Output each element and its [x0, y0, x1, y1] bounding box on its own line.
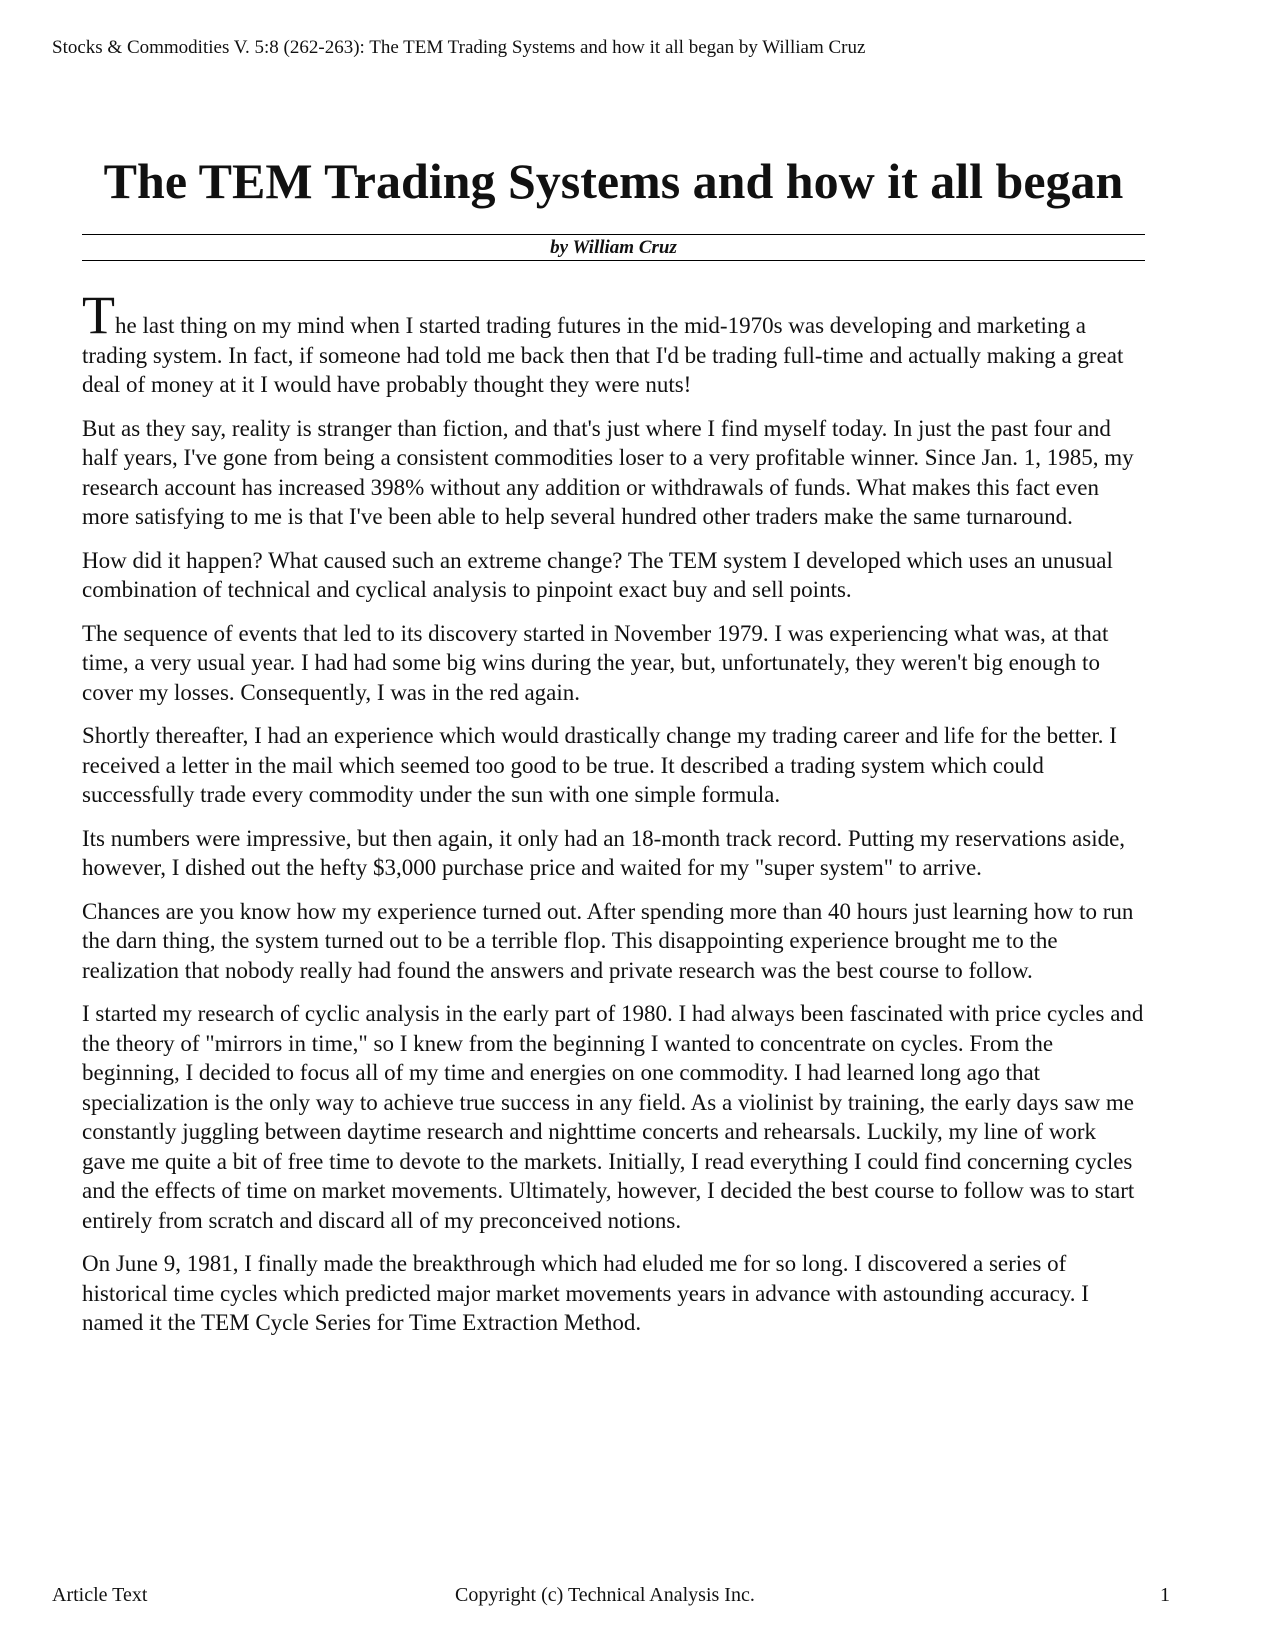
paragraph: Chances are you know how my experience turned out. After spending more than 40 hours just learning how to run the darn thing, the system turned out to be a terrible flop. This disappointing experience brought me to the realization that nobody really had found the answers and private research was the best course to follow.	[82, 898, 1134, 983]
article-title: The TEM Trading Systems and how it all began	[103, 153, 1124, 209]
paragraph: But as they say, reality is stranger than fiction, and that's just where I find myself today. In just the past four and half years, I've gone from being a consistent commodities loser to a very profitable winner. Since Jan. 1, 1985, my research account has increased 398% without any addition or withdrawals of funds. What makes this fact even more satisfying to me is that I've been able to help several hundred other traders make the same turnaround.	[82, 415, 1134, 529]
running-header: Stocks & Commodities V. 5:8 (262-263): The TEM Trading Systems and how it all began by William Cruz	[52, 37, 866, 58]
paragraph: Shortly thereafter, I had an experience which would drastically change my trading career and life for the better. I received a letter in the mail which seemed too good to be true. It described a trading system which could successfully trade every commodity under the sun with one simple formula.	[82, 723, 1117, 807]
footer-label: Article Text	[52, 1584, 148, 1606]
byline	[82, 234, 1145, 261]
footer-copyright: Copyright (c) Technical Analysis Inc.	[455, 1584, 755, 1606]
drop-cap: T	[82, 285, 115, 345]
paragraph: On June 9, 1981, I finally made the breakthrough which had eluded me for so long. I discovered a series of historical time cycles which predicted major market movements years in advance with astounding accuracy. I named it the TEM Cycle Series for Time Extraction Method.	[82, 1251, 1089, 1335]
article-body	[82, 285, 1145, 1352]
paragraph: Its numbers were impressive, but then again, it only had an 18-month track record. Putting my reservations aside, however, I dished out the hefty $3,000 purchase price and waited for my "super system" to arrive.	[82, 825, 1126, 880]
paragraph	[82, 285, 1145, 400]
paragraph: I started my research of cyclic analysis in the early part of 1980. I had always been fascinated with price cycles and the theory of "mirrors in time," so I knew from the beginning I wanted to concentrate on cycles. From the beginning, I decided to focus all of my time and energies on one commodity. I had learned long ago that specialization is the only way to achieve true success in any field. As a violinist by training, the early days saw me constantly juggling between daytime research and nighttime concerts and rehearsals. Luckily, my line of work gave me quite a bit of free time to devote to the markets. Initially, I read everything I could find concerning cycles and the effects of time on market movements. Ultimately, however, I decided the best course to follow was to start entirely from scratch and discard all of my preconceived notions.	[82, 1001, 1144, 1233]
page-number: 1	[1160, 1584, 1170, 1606]
paragraph: The sequence of events that led to its discovery started in November 1979. I was experiencing what was, at that time, a very usual year. I had had some big wins during the year, but, unfortunately, they weren't big enough to cover my losses. Consequently, I was in the red again.	[82, 620, 1109, 705]
paragraph: How did it happen? What caused such an extreme change? The TEM system I developed which uses an unusual combination of technical and cyclical analysis to pinpoint exact buy and sell points.	[82, 547, 1113, 602]
byline-text: by William Cruz	[550, 237, 677, 258]
paragraph-text: he last thing on my mind when I started trading futures in the mid-1970s was developing and marketing a trading system. In fact, if someone had told me back then that I'd be trading full-time and actually making a great deal of money at it I would have probably thought they were nuts!	[82, 313, 1124, 397]
